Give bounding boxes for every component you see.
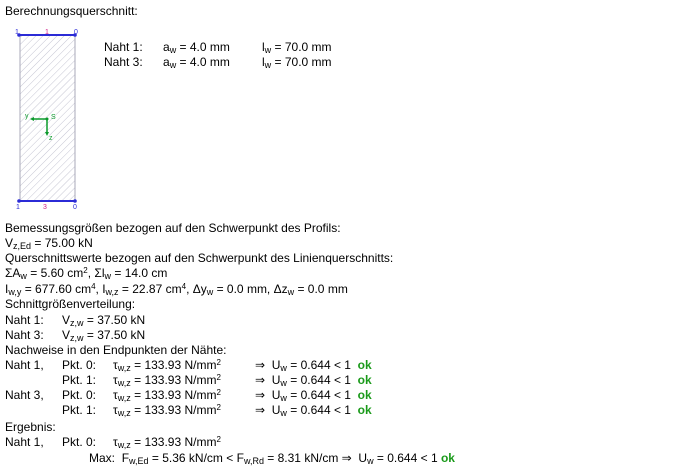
ok-status: ok — [357, 388, 372, 402]
u-symbol: U — [271, 403, 281, 417]
tau-subscript: w,z — [117, 440, 131, 450]
implies-arrow: ⇒ — [255, 358, 266, 372]
section-values-heading: Querschnittswerte bezogen auf den Schwerpunkt des Linienquerschnitts: — [5, 251, 394, 265]
v-subscript: z,w — [70, 333, 84, 343]
check-weld-name: Naht 1, — [5, 358, 44, 372]
a-value: = 4.0 mm — [176, 40, 230, 54]
tau-value: = 133.93 N/mm — [130, 358, 217, 372]
separator: , — [87, 266, 95, 280]
v-subscript: z,Ed — [13, 241, 32, 251]
weld-3-end-point — [73, 199, 77, 203]
tau-subscript: w,z — [117, 393, 131, 403]
check-point-label — [62, 373, 96, 387]
tau-exponent: 2 — [216, 403, 221, 412]
section-values-line-1 — [5, 266, 167, 280]
sum-area-symbol: ΣA — [5, 266, 21, 280]
implies-arrow: ⇒ — [255, 373, 266, 387]
z-axis-label: z — [49, 135, 53, 142]
a-symbol: a — [163, 40, 170, 54]
check-weld-name: Naht 3, — [5, 388, 44, 402]
v-symbol: V — [62, 313, 71, 327]
l-symbol: l — [262, 40, 265, 54]
u-subscript: w — [280, 408, 287, 418]
l-subscript: w — [264, 45, 272, 55]
design-shear-force — [5, 236, 93, 250]
u-symbol: U — [271, 373, 281, 387]
check-stress — [113, 358, 221, 372]
v-value: = 37.50 kN — [83, 313, 146, 327]
result-heading: Ergebnis: — [5, 420, 56, 434]
tau-value: = 133.93 N/mm — [130, 388, 217, 402]
weld-name: Naht 3: — [104, 55, 143, 69]
check-point-label — [62, 388, 96, 402]
tau-value: = 133.93 N/mm — [130, 403, 217, 417]
internal-force-name: Naht 3: — [5, 328, 44, 342]
check-utilization — [255, 403, 372, 417]
weld-thickness — [163, 55, 230, 69]
tau-subscript: w,z — [117, 378, 131, 388]
f-ed-subscript: w,Ed — [129, 456, 149, 466]
a-value: = 4.0 mm — [176, 55, 230, 69]
u-value: = 0.644 < 1 — [286, 403, 351, 417]
centroid-marker — [46, 118, 49, 121]
a-subscript: w — [169, 45, 177, 55]
weld-name: Naht 1: — [104, 40, 143, 54]
tau-exponent: 2 — [216, 435, 221, 444]
iz-symbol: I — [102, 282, 106, 296]
l-symbol: l — [262, 55, 265, 69]
separator: , — [95, 282, 103, 296]
checks-heading: Nachweise in den Endpunkten der Nähte: — [5, 343, 227, 357]
a-symbol: a — [163, 55, 170, 69]
check-weld — [5, 388, 44, 402]
v-symbol: V — [62, 328, 71, 342]
cross-section-diagram — [10, 26, 90, 212]
point-label-top-left: 1 — [15, 29, 19, 36]
u-subscript: w — [280, 378, 287, 388]
weld-label-bottom: 3 — [43, 204, 47, 211]
u-value: = 0.644 < 1 — [286, 358, 351, 372]
point-label-bottom-right: 0 — [73, 204, 77, 211]
ok-status: ok — [357, 358, 372, 372]
tau-value: = 133.93 N/mm — [130, 373, 217, 387]
section-values-line-2 — [5, 282, 348, 296]
result-point: Pkt. 0: — [62, 435, 97, 449]
dz-symbol: Δz — [273, 282, 288, 296]
tau-symbol: τ — [113, 373, 118, 387]
iy-exponent: 4 — [91, 282, 96, 291]
f-ed-symbol: F — [121, 451, 130, 465]
check-utilization — [255, 373, 372, 387]
tau-symbol: τ — [113, 435, 118, 449]
check-utilization — [255, 358, 372, 372]
u-value: = 0.644 < 1 — [286, 388, 351, 402]
weld-label-top: 1 — [45, 29, 49, 36]
u-value: = 0.644 < 1 — [373, 451, 441, 465]
weld-geometry-row — [104, 40, 143, 54]
weld-geometry-row — [104, 55, 143, 69]
dy-symbol: Δy — [192, 282, 207, 296]
sum-area-exponent: 2 — [83, 266, 88, 275]
l-value: = 70.0 mm — [271, 40, 332, 54]
internal-force-value — [62, 328, 145, 342]
u-value: = 0.644 < 1 — [286, 373, 351, 387]
sum-area-subscript: w — [20, 271, 27, 281]
f-ed-value: = 5.36 kN/cm < — [148, 451, 237, 465]
check-stress — [113, 373, 221, 387]
check-point-label — [62, 358, 96, 372]
ok-status: ok — [357, 373, 372, 387]
tau-symbol: τ — [113, 388, 118, 402]
sum-area-value: = 5.60 cm — [26, 266, 84, 280]
check-weld — [5, 358, 44, 372]
dz-subscript: w — [287, 287, 295, 297]
v-value: = 75.00 kN — [31, 236, 93, 250]
ok-status: ok — [440, 451, 455, 465]
sum-length-value: = 14.0 cm — [111, 266, 168, 280]
f-rd-value: = 8.31 kN/cm — [263, 451, 342, 465]
tau-symbol: τ — [113, 403, 118, 417]
tau-symbol: τ — [113, 358, 118, 372]
check-point: Pkt. 0: — [62, 388, 97, 402]
point-label-bottom-left: 1 — [16, 204, 20, 211]
dy-subscript: w — [206, 287, 214, 297]
tau-subscript: w,z — [117, 363, 131, 373]
ok-status: ok — [357, 403, 372, 417]
l-subscript: w — [264, 60, 272, 70]
implies-arrow: ⇒ — [255, 388, 266, 402]
tau-exponent: 2 — [216, 358, 221, 367]
iy-subscript: w,y — [8, 287, 22, 297]
dy-value: = 0.0 mm, — [213, 282, 274, 296]
section-title: Berechnungsquerschnitt: — [5, 4, 138, 18]
separator: , — [186, 282, 193, 296]
l-value: = 70.0 mm — [271, 55, 332, 69]
weld-3-end-point — [17, 199, 21, 203]
result-max-line — [89, 451, 455, 465]
weld-thickness — [163, 40, 230, 54]
max-label: Max: — [89, 451, 116, 465]
f-rd-symbol: F — [236, 451, 244, 465]
iy-symbol: I — [5, 282, 9, 296]
iz-subscript: w,z — [105, 287, 119, 297]
dz-value: = 0.0 mm — [294, 282, 348, 296]
implies-arrow: ⇒ — [341, 451, 352, 465]
tau-exponent: 2 — [216, 373, 221, 382]
u-subscript: w — [367, 456, 374, 466]
u-symbol: U — [271, 388, 281, 402]
design-heading: Bemessungsgrößen bezogen auf den Schwerpunkt des Profils: — [5, 221, 341, 235]
weld-length — [262, 40, 332, 54]
internal-force-name: Naht 1: — [5, 313, 44, 327]
iz-value: = 22.87 cm — [118, 282, 182, 296]
u-symbol: U — [271, 358, 281, 372]
u-subscript: w — [280, 363, 287, 373]
v-subscript: z,w — [70, 318, 84, 328]
y-axis-label: y — [25, 113, 29, 120]
check-point: Pkt. 0: — [62, 358, 97, 372]
iz-exponent: 4 — [181, 282, 187, 291]
f-rd-subscript: w,Rd — [243, 456, 264, 466]
v-value: = 37.50 kN — [83, 328, 146, 342]
check-point-label — [62, 403, 96, 417]
check-utilization — [255, 388, 372, 402]
sum-length-subscript: w — [104, 271, 112, 281]
iy-value: = 677.60 cm — [21, 282, 92, 296]
u-subscript: w — [280, 393, 287, 403]
check-point: Pkt. 1: — [62, 373, 97, 387]
check-stress — [113, 403, 221, 417]
check-stress — [113, 388, 221, 402]
tau-exponent: 2 — [216, 388, 221, 397]
implies-arrow: ⇒ — [255, 403, 266, 417]
check-point: Pkt. 1: — [62, 403, 97, 417]
internal-force-value — [62, 313, 145, 327]
result-weld-name: Naht 1, — [5, 435, 44, 449]
tau-subscript: w,z — [117, 408, 131, 418]
internal-forces-heading: Schnittgrößenverteilung: — [5, 297, 136, 311]
tau-value: = 133.93 N/mm — [130, 435, 217, 449]
v-symbol: V — [5, 236, 14, 250]
a-subscript: w — [169, 60, 177, 70]
sum-length-symbol: Σl — [94, 266, 105, 280]
point-label-top-right: 0 — [74, 29, 78, 36]
u-symbol: U — [358, 451, 368, 465]
centroid-label: S — [51, 114, 56, 121]
weld-length — [262, 55, 332, 69]
result-stress — [113, 435, 221, 449]
